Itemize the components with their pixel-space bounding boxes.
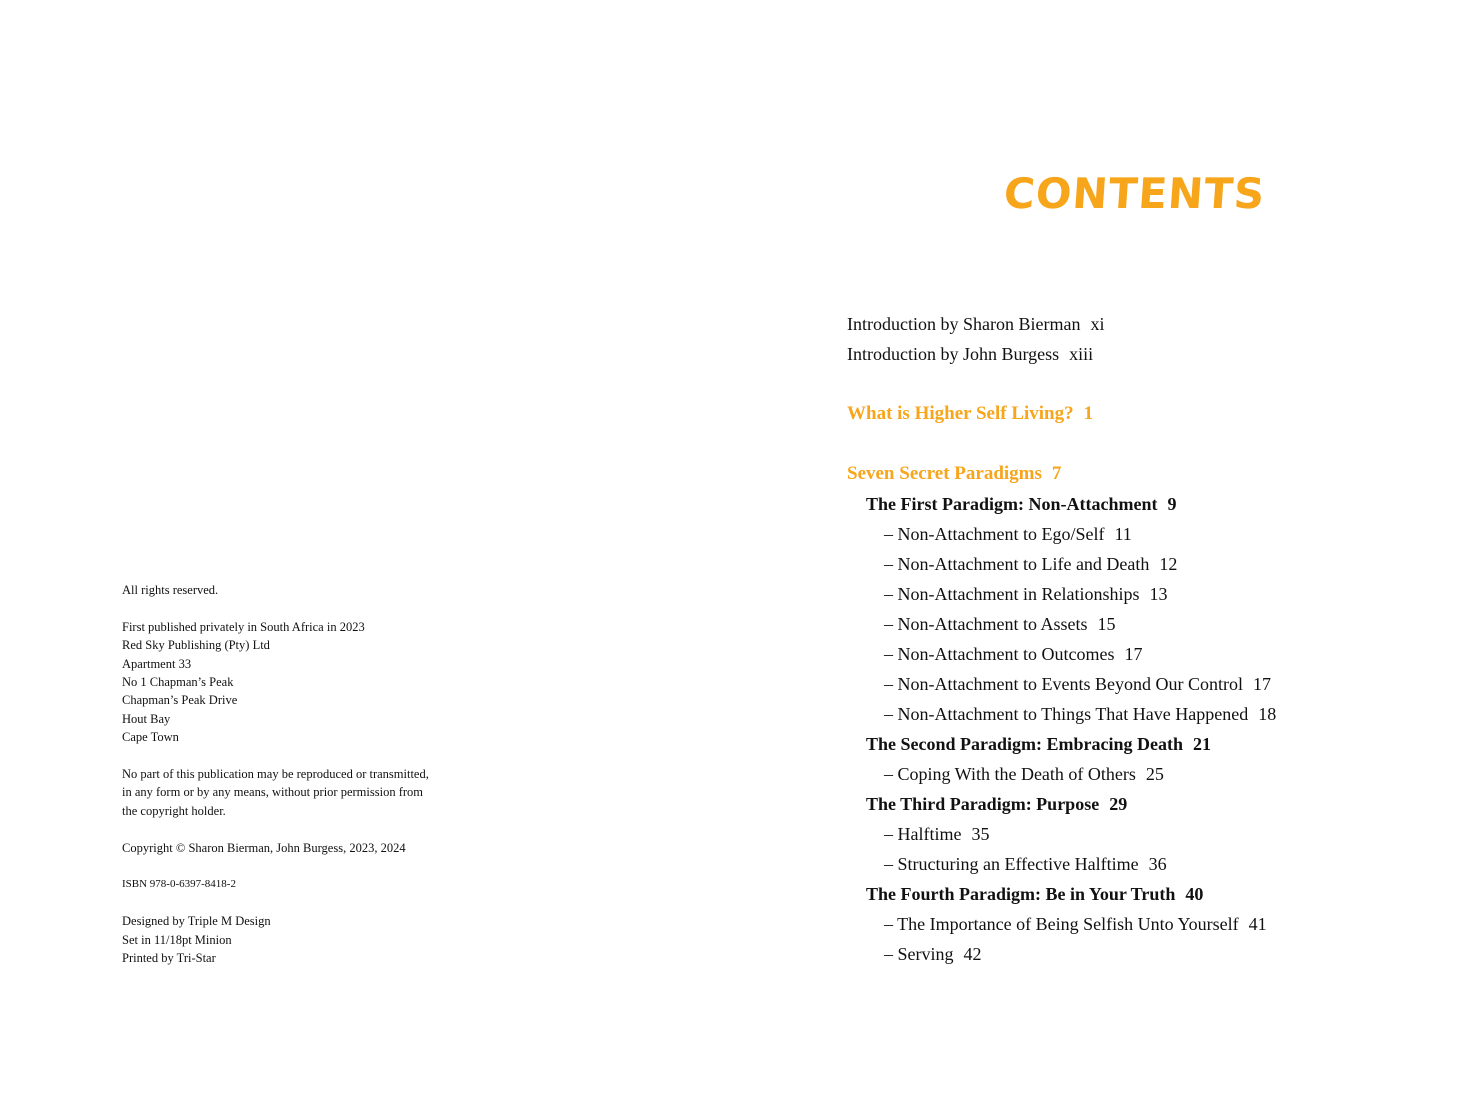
toc-entry-page: 36	[1148, 854, 1167, 874]
toc-entry-part	[847, 399, 1407, 429]
permission-line: in any form or by any means, without prior permission from	[122, 785, 423, 800]
toc-entry-title: – Halftime	[884, 824, 962, 844]
permission-notice	[122, 765, 482, 820]
toc-entry-title: – Non-Attachment to Ego/Self	[884, 524, 1105, 544]
toc-entry-page: 15	[1097, 614, 1116, 634]
toc-entry-title: – Non-Attachment to Things That Have Happened	[884, 704, 1249, 724]
toc-entry-title: – The Importance of Being Selfish Unto Yourself	[884, 914, 1239, 934]
toc-entry-chapter	[847, 879, 1407, 909]
toc-entry-page: 21	[1193, 734, 1211, 754]
credit-line: Designed by Triple M Design	[122, 914, 271, 929]
publisher-line: Red Sky Publishing (Pty) Ltd	[122, 638, 270, 653]
publisher-line: Hout Bay	[122, 711, 171, 726]
toc-entry-page: 9	[1167, 494, 1177, 514]
toc-entry-section	[847, 549, 1407, 579]
toc-entry-section	[847, 699, 1407, 729]
publisher-line: Chapman’s Peak Drive	[122, 693, 238, 708]
permission-line: No part of this publication may be reproduced or transmitted,	[122, 767, 429, 782]
toc-entry-title: – Non-Attachment to Life and Death	[884, 554, 1150, 574]
toc-entry-page: 12	[1159, 554, 1178, 574]
imprint-block	[122, 581, 482, 967]
permission-line: the copyright holder.	[122, 803, 226, 818]
toc-entry-title: Introduction by John Burgess	[847, 344, 1060, 364]
isbn-line: ISBN 978-0-6397-8418-2	[122, 878, 236, 891]
publisher-line: No 1 Chapman’s Peak	[122, 675, 234, 690]
toc-entry-front	[847, 339, 1407, 369]
toc-entry-title: – Non-Attachment to Events Beyond Our Control	[884, 674, 1243, 694]
toc-entry-page: 18	[1258, 704, 1277, 724]
toc-entry-title: – Non-Attachment to Assets	[884, 614, 1088, 634]
toc-entry-title: – Non-Attachment to Outcomes	[884, 644, 1115, 664]
toc-entry-page: 17	[1252, 674, 1271, 694]
rights-line: All rights reserved.	[122, 583, 219, 597]
toc-entry-title: Seven Secret Paradigms	[847, 463, 1042, 484]
toc-entry-page: 25	[1145, 764, 1164, 784]
toc-entry-section	[847, 939, 1407, 969]
publisher-info	[122, 618, 482, 747]
toc-entry-title: The Fourth Paradigm: Be in Your Truth	[866, 884, 1176, 904]
credit-line: Printed by Tri-Star	[122, 951, 216, 966]
toc-entry-page: 17	[1124, 644, 1143, 664]
copyright-notice	[122, 839, 482, 857]
toc-entry-page: 41	[1248, 914, 1267, 934]
toc-entry-title: Introduction by Sharon Bierman	[847, 314, 1081, 334]
toc-entry-title: – Structuring an Effective Halftime	[884, 854, 1139, 874]
table-of-contents	[847, 309, 1407, 969]
publisher-line: Cape Town	[122, 730, 179, 745]
toc-entry-title: What is Higher Self Living?	[847, 403, 1074, 424]
publisher-line: Apartment 33	[122, 656, 192, 671]
toc-entry-title: The Third Paradigm: Purpose	[866, 794, 1100, 814]
toc-entry-front	[847, 309, 1407, 339]
copyright-line: Copyright © Sharon Bierman, John Burgess, 2023, 2024	[122, 840, 406, 855]
toc-entry-title: – Serving	[884, 944, 954, 964]
toc-entry-chapter	[847, 729, 1407, 759]
toc-entry-chapter	[847, 789, 1407, 819]
toc-entry-section	[847, 639, 1407, 669]
toc-entry-page: 29	[1109, 794, 1128, 814]
toc-entry-page: 11	[1114, 524, 1132, 544]
publisher-line: First published privately in South Africa in 2023	[122, 619, 365, 634]
isbn-notice	[122, 875, 482, 893]
toc-entry-title: – Coping With the Death of Others	[884, 764, 1136, 784]
toc-entry-chapter	[847, 489, 1407, 519]
toc-entry-page: xiii	[1069, 344, 1094, 364]
toc-entry-page: 35	[971, 824, 990, 844]
toc-entry-page: 40	[1185, 884, 1204, 904]
toc-entry-title: The First Paradigm: Non-Attachment	[866, 494, 1158, 514]
toc-entry-section	[847, 819, 1407, 849]
toc-entry-section	[847, 759, 1407, 789]
toc-entry-section	[847, 579, 1407, 609]
toc-entry-title: The Second Paradigm: Embracing Death	[866, 734, 1183, 754]
toc-entry-page: 13	[1149, 584, 1168, 604]
toc-entry-page: 1	[1083, 403, 1094, 424]
credit-line: Set in 11/18pt Minion	[122, 932, 232, 947]
toc-entry-section	[847, 909, 1407, 939]
toc-entry-part	[847, 459, 1407, 489]
production-credits	[122, 912, 482, 967]
contents-heading: CONTENTS	[1002, 169, 1267, 218]
toc-entry-section	[847, 519, 1407, 549]
toc-entry-page: 42	[963, 944, 982, 964]
rights-notice	[122, 581, 482, 599]
toc-entry-section	[847, 849, 1407, 879]
toc-entry-page: xi	[1090, 314, 1105, 334]
toc-entry-title: – Non-Attachment in Relationships	[884, 584, 1140, 604]
toc-entry-section	[847, 609, 1407, 639]
toc-entry-section	[847, 669, 1407, 699]
toc-entry-page: 7	[1051, 463, 1062, 484]
